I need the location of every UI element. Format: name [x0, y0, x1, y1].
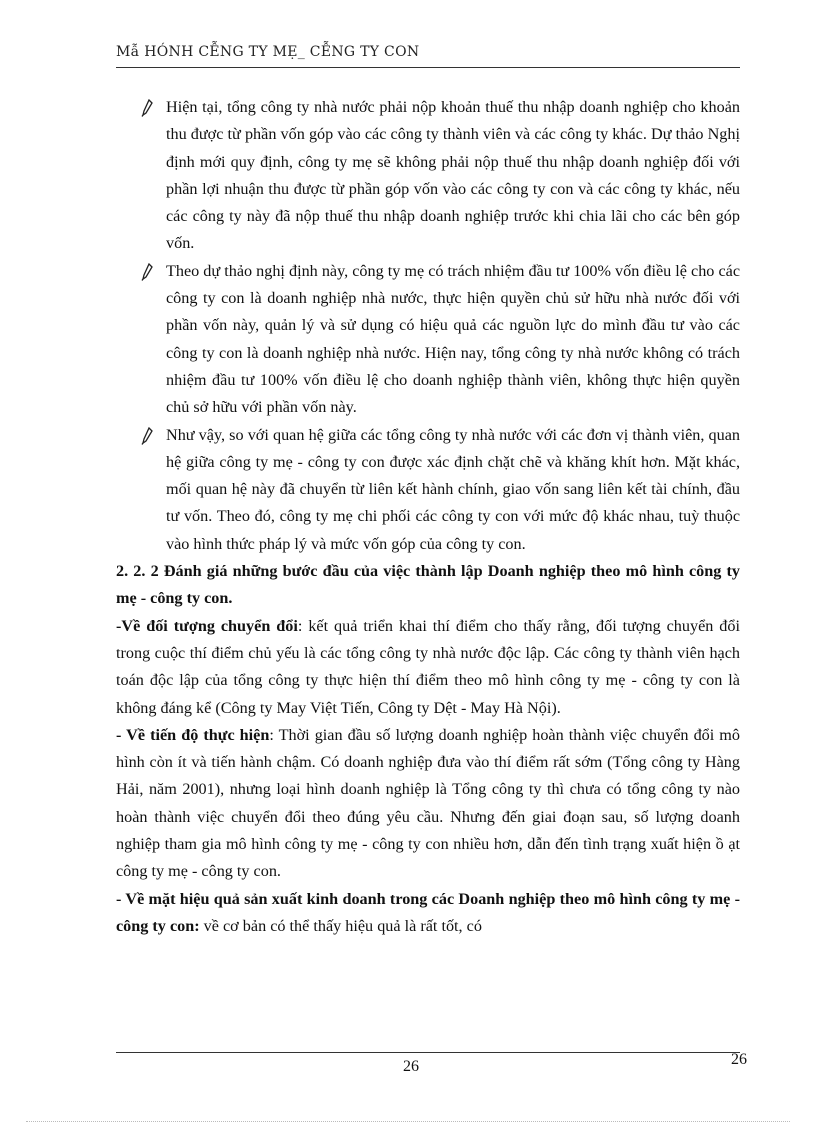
paragraph — [116, 886, 740, 941]
paragraph — [116, 722, 740, 886]
bullet-text: Theo dự thảo nghị định này, công ty mẹ có trách nhiệm đầu tư 100% vốn điều lệ cho các công ty con là doanh nghiệp nhà nước, thực hiện quyền chủ sử hữu nhà nước đối với phần vốn này, quản lý và sử dụng có hiệu quả các nguồn lực do mình đầu tư vào các công ty con là doanh nghiệp nhà nước. Hiện nay, tổng công ty nhà nước không có trách nhiệm đầu tư 100% vốn điều lệ cho doanh nghiệp thành viên, không thực hiện quyền chủ sở hữu với phần vốn này. — [166, 261, 740, 417]
bullet-item — [116, 422, 740, 558]
paragraph-text: về cơ bản có thể thấy hiệu quả là rất tốt, có — [199, 916, 482, 935]
bullet-text: Như vậy, so với quan hệ giữa các tổng công ty nhà nước với các đơn vị thành viên, quan hệ giữa công ty mẹ - công ty con được xác định chặt chẽ và khăng khít hơn. Mặt khác, mối quan hệ này đã chuyển từ liên kết hành chính, giao vốn sang liên kết tài chính, đầu tư vốn. Theo đó, công ty mẹ chi phối các công ty con với mức độ khác nhau, tuỳ thuộc vào hình thức pháp lý và mức vốn góp của công ty con. — [166, 425, 740, 553]
header-divider — [116, 67, 740, 68]
paragraph — [116, 613, 740, 722]
paragraph-text: : Thời gian đầu số lượng doanh nghiệp hoàn thành việc chuyển đổi mô hình còn ít và tiến hành chậm. Có doanh nghiệp đưa vào thí điểm rất sớm (Tổng công ty Hàng Hải, năm 2001), nhưng loại hình doanh nghiệp là Tổng công ty thì chưa có tổng công ty nào hoàn thành việc chuyển đổi theo đúng yêu cầu. Nhưng đến giai đoạn sau, số lượng doanh nghiệp tham gia mô hình công ty mẹ - công ty con nhiều hơn, dẫn đến tình trạng xuất hiện ồ ạt công ty mẹ - công ty con. — [116, 725, 740, 881]
page-edge-dotted-line — [26, 1121, 790, 1122]
page-body — [116, 94, 740, 940]
pen-nib-bullet-icon — [140, 99, 154, 117]
pen-nib-bullet-icon — [140, 263, 154, 281]
footer-divider — [116, 1052, 740, 1053]
pen-nib-bullet-icon — [140, 427, 154, 445]
bullet-text: Hiện tại, tổng công ty nhà nước phải nộp khoản thuế thu nhập doanh nghiệp cho khoản thu được từ phần vốn góp vào các công ty thành viên và các công ty khác. Dự thảo Nghị định mới quy định, công ty mẹ sẽ không phải nộp thuế thu nhập doanh nghiệp đối với phần lợi nhuận thu được từ phần góp vốn vào các công ty con và các công ty khác, nếu các công ty này đã nộp thuế thu nhập doanh nghiệp trước khi chia lãi cho các bên góp vốn. — [166, 98, 740, 253]
paragraph-lead: - Về mặt hiệu quả sản xuất kinh doanh trong các Doanh nghiệp theo mô hình công ty mẹ - công ty con: — [116, 889, 740, 935]
page-number: 26 — [403, 1058, 419, 1075]
bullet-item — [116, 258, 740, 422]
bullet-item — [116, 94, 740, 258]
paragraph-lead: - Về tiến độ thực hiện — [116, 725, 270, 744]
running-header: Mẫ HÓNH CỄNG TY MẸ_ CỄNG TY CON — [116, 44, 420, 60]
page-number-right: 26 — [731, 1051, 747, 1068]
paragraph-text: : kết quả triển khai thí điểm cho thấy rằng, đối tượng chuyển đổi trong cuộc thí điểm chủ yếu là các tổng công ty nhà nước độc lập. Các công ty thành viên hạch toán độc lập của tổng công ty thực hiện thí điểm theo mô hình công ty mẹ - công ty con là không đáng kể (Công ty May Việt Tiến, Công ty Dệt - May Hà Nội). — [116, 616, 740, 717]
section-heading: 2. 2. 2 Đánh giá những bước đầu của việc thành lập Doanh nghiệp theo mô hình công ty mẹ - công ty con. — [116, 562, 740, 608]
paragraph-lead: -Về đối tượng chuyển đổi — [116, 616, 298, 635]
